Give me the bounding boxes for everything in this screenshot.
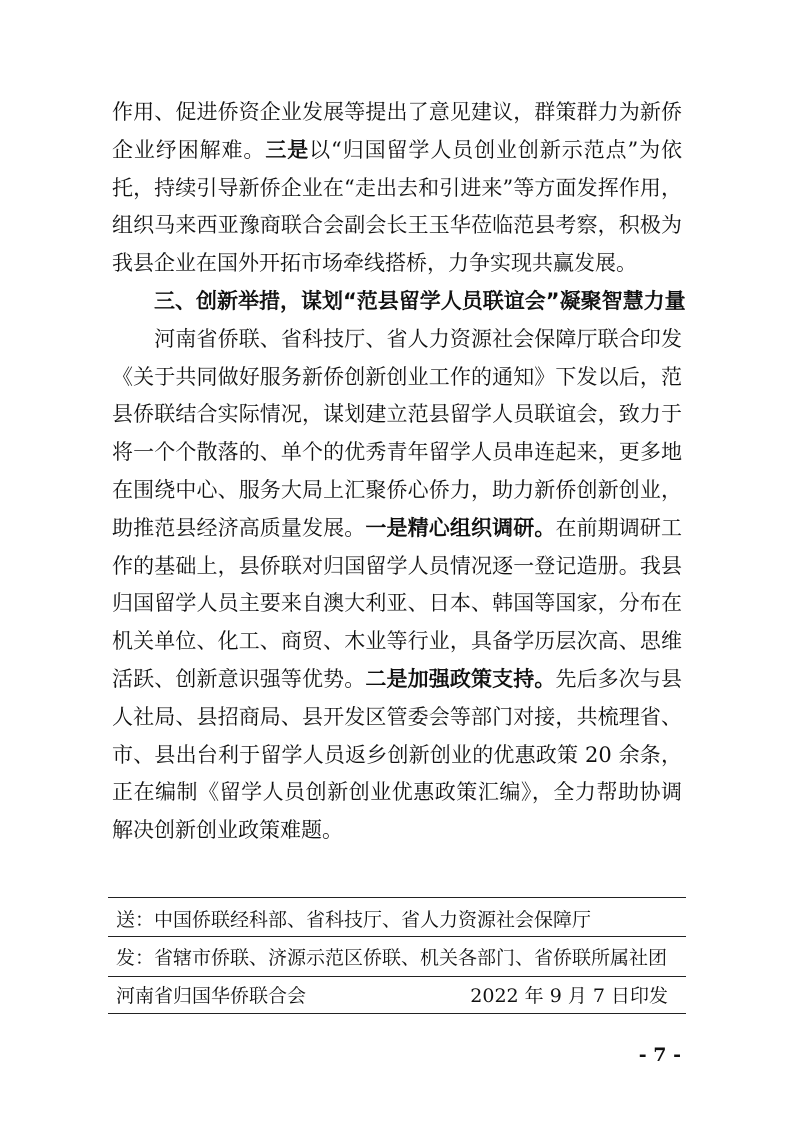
paragraph-line [112,548,682,586]
paragraph-line [112,510,682,548]
text-run: 解决创新创业政策难题。 [112,818,343,843]
paragraph-line [112,737,682,775]
text-run: 企业纾困解难。 [112,137,266,162]
text-run: 以“归国留学人员创业创新示范点”为依 [309,137,683,162]
paragraph-line [112,699,682,737]
text-run: 在前期调研工 [555,515,683,540]
bold-lead-phrase: 二是加强政策支持。 [365,666,556,691]
paragraph-line [112,812,682,850]
text-run: 三、创新举措，谋划“范县留学人员联谊会”凝聚智慧力量 [112,288,686,313]
paragraph-line [112,472,682,510]
text-run: 作的基础上，县侨联对归国留学人员情况逐一登记造册。我县 [112,553,682,578]
text-run: 县侨联结合实际情况，谋划建立范县留学人员联谊会，致力于 [112,402,682,427]
text-run: 《关于共同做好服务新侨创新创业工作的通知》下发以后，范 [112,364,682,389]
paragraph-line [112,321,682,359]
send-to: 送：中国侨联经科部、省科技厅、省人力资源社会保障厅 [116,909,592,931]
footer-bottom-rule [108,1013,686,1014]
paragraph-line [112,585,682,623]
text-run: 托，持续引导新侨企业在“走出去和引进来”等方面发挥作用， [112,175,682,200]
paragraph-line [112,207,682,245]
bold-lead-phrase: 三是 [265,137,310,162]
text-run: 市、县出台利于留学人员返乡创新创业的优惠政策 20 余条， [112,742,682,767]
paragraph-line [112,774,682,812]
distribute-to: 发：省辖市侨联、济源示范区侨联、机关各部门、省侨联所属社团 [116,947,668,969]
text-run: 人社局、县招商局、县开发区管委会等部门对接，共梳理省、 [112,704,682,729]
paragraph-line [112,132,682,170]
paragraph-line [112,661,682,699]
text-run: 活跃、创新意识强等优势。 [112,666,366,691]
paragraph-line [112,359,682,397]
text-run: 机关单位、化工、商贸、木业等行业，具备学历层次高、思维 [112,629,682,654]
paragraph-line [112,245,682,283]
paragraph-line [112,434,682,472]
paragraph-line [112,623,682,661]
page-number: - 7 - [638,1044,681,1066]
text-run: 作用、促进侨资企业发展等提出了意见建议，群策群力为新侨 [112,100,682,124]
text-run: 河南省侨联、省科技厅、省人力资源社会保障厅联合印发 [112,326,682,351]
paragraph-line [112,396,682,434]
text-run: 我县企业在国外开拓市场牵线搭桥，力争实现共赢发展。 [112,251,637,276]
text-run: 先后多次与县 [555,666,683,691]
text-run: 在围绕中心、服务大局上汇聚侨心侨力，助力新侨创新创业， [112,477,682,502]
text-run: 助推范县经济高质量发展。 [112,515,366,540]
paragraph-line [112,94,682,132]
text-run: 将一个个散落的、单个的优秀青年留学人员串连起来，更多地 [112,440,682,465]
bold-lead-phrase: 一是精心组织调研。 [365,515,556,540]
paragraph-line [112,170,682,208]
text-run: 正在编制《留学人员创新创业优惠政策汇编》，全力帮助协调 [112,780,682,805]
body-text [112,94,686,850]
text-run: 组织马来西亚豫商联合会副会长王玉华莅临范县考察，积极为 [112,213,682,238]
section-heading [112,283,686,321]
text-run: 归国留学人员主要来自澳大利亚、日本、韩国等国家，分布在 [112,591,682,616]
issue-date: 2022 年 9 月 7 日印发 [470,985,668,1007]
footer-top-rule [108,897,686,898]
footer-mid-rule-2 [108,976,686,977]
footer-mid-rule-1 [108,936,686,937]
issuer: 河南省归国华侨联合会 [116,985,307,1007]
